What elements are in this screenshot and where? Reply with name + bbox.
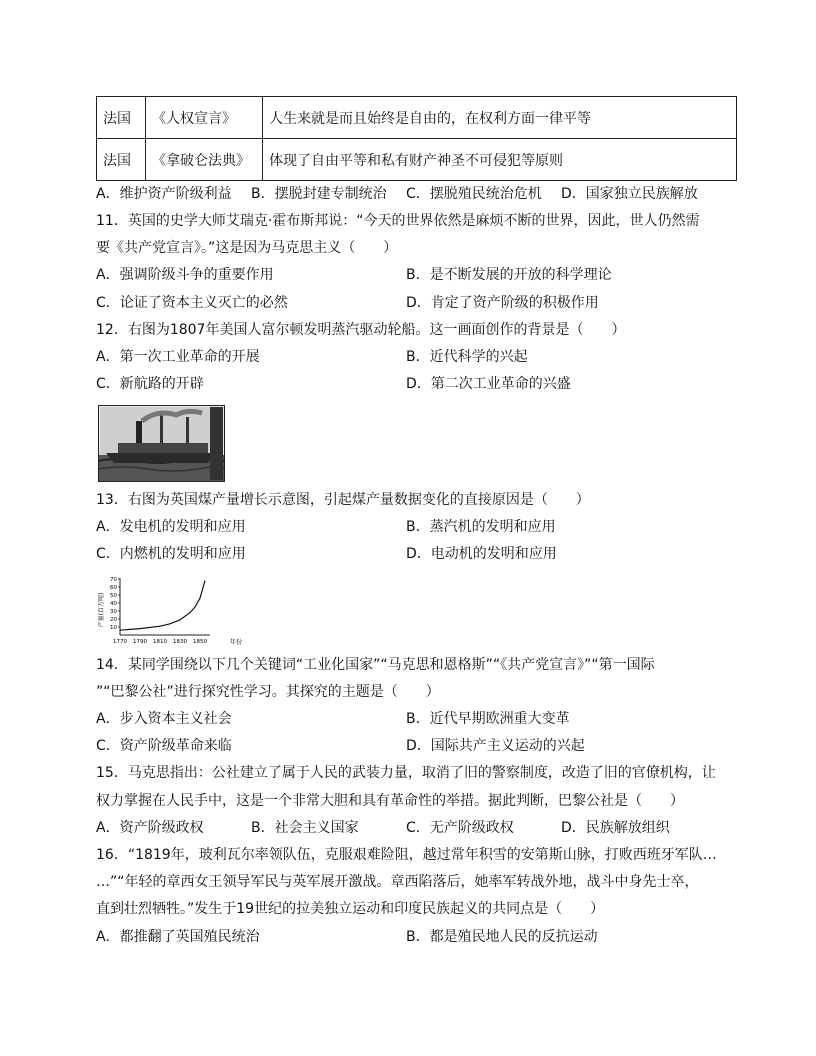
q13-option-c: C．内燃机的发明和应用 [96, 546, 246, 562]
content-cell: 人生来就是而且始终是自由的，在权利方面一律平等 [263, 97, 737, 139]
q12-option-d: D．第二次工业革命的兴盛 [406, 376, 571, 392]
q16-stem-line1: 16．“1819年，玻利瓦尔率领队伍，克服艰难险阻，越过常年积雪的安第斯山脉，打败西班牙军队… [96, 847, 717, 863]
y-tick-label: 70 [110, 577, 117, 583]
coal-output-chart [98, 574, 268, 646]
y-tick-label: 40 [110, 601, 117, 607]
document-cell: 《人权宣言》 [146, 97, 263, 139]
q12-option-c: C．新航路的开辟 [96, 376, 204, 392]
q15-stem-line2: 权力掌握在人民手中，这是一个非常大胆和具有革命性的举措。据此判断，巴黎公社是（ ） [96, 793, 684, 809]
q14-stem-line2: ”“巴黎公社”进行探究性学习。其探究的主题是（ ） [96, 684, 440, 700]
q12-option-a: A．第一次工业革命的开展 [96, 349, 260, 365]
x-tick-label: 1810 [153, 639, 167, 645]
y-tick-label: 60 [110, 585, 117, 591]
x-tick-label: 1830 [173, 639, 187, 645]
q10-option-c: C．摆脱殖民统治危机 [406, 186, 542, 202]
y-tick-label: 30 [110, 609, 117, 615]
document-table [96, 96, 737, 181]
q12-option-b: B．近代科学的兴起 [406, 349, 528, 365]
q13-option-b: B．蒸汽机的发明和应用 [406, 519, 556, 535]
y-tick-label: 10 [110, 625, 117, 631]
q15-option-c: C．无产阶级政权 [406, 820, 514, 836]
country-cell: 法国 [97, 139, 146, 181]
q12-stem: 12．右图为1807年美国人富尔顿发明蒸汽驱动轮船。这一画面创作的背景是（ ） [96, 322, 626, 338]
x-tick-label: 1770 [113, 639, 127, 645]
q11-option-c: C．论证了资本主义灭亡的必然 [96, 295, 288, 311]
q16-stem-line2: …”“年轻的章西女王领导军民与英军展开激战。章西陷落后，她率军转战外地，战斗中身先士卒， [96, 874, 699, 890]
q14-stem-line1: 14．某同学围绕以下几个关键词“工业化国家”“马克思和恩格斯”“《共产党宣言》”“第一国际 [96, 657, 655, 673]
x-tick-label: 1850 [193, 639, 207, 645]
content-cell: 体现了自由平等和私有财产神圣不可侵犯等原则 [263, 139, 737, 181]
q10-option-b: B．摆脱封建专制统治 [251, 186, 387, 202]
y-tick-label: 20 [110, 617, 117, 623]
q11-stem-line1: 11．英国的史学大师艾瑞克·霍布斯邦说：“今天的世界依然是麻烦不断的世界，因此，世人仍然需 [96, 213, 700, 229]
q13-option-a: A．发电机的发明和应用 [96, 519, 246, 535]
q14-option-a: A．步入资本主义社会 [96, 711, 232, 727]
q10-option-d: D．国家独立民族解放 [561, 186, 698, 202]
q10-option-a: A．维护资产阶级利益 [96, 186, 232, 202]
x-tick-label: 1790 [133, 639, 147, 645]
q11-option-a: A．强调阶级斗争的重要作用 [96, 267, 274, 283]
q15-option-b: B．社会主义国家 [251, 820, 359, 836]
q16-stem-line3: 直到壮烈牺牲。”发生于19世纪的拉美独立运动和印度民族起义的共同点是（ ） [96, 901, 605, 917]
q13-stem: 13．右图为英国煤产量增长示意图，引起煤产量数据变化的直接原因是（ ） [96, 492, 590, 508]
table-row [97, 97, 737, 139]
q15-option-a: A．资产阶级政权 [96, 820, 204, 836]
q14-option-d: D．国际共产主义运动的兴起 [406, 738, 585, 754]
q14-option-b: B．近代早期欧洲重大变革 [406, 711, 570, 727]
q11-stem-line2: 要《共产党宣言》。”这是因为马克思主义（ ） [96, 240, 398, 256]
x-axis-label: 年份 [229, 639, 243, 646]
series-line [120, 581, 205, 631]
y-axis-label: 产量(百万吨) [98, 592, 105, 628]
document-cell: 《拿破仑法典》 [146, 139, 263, 181]
table-row [97, 139, 737, 181]
q16-option-b: B．都是殖民地人民的反抗运动 [406, 929, 598, 945]
y-tick-label: 50 [110, 593, 117, 599]
steamboat-picture [98, 405, 225, 482]
q11-option-d: D．肯定了资产阶级的积极作用 [406, 295, 599, 311]
q11-option-b: B．是不断发展的开放的科学理论 [406, 267, 612, 283]
q15-stem-line1: 15．马克思指出：公社建立了属于人民的武装力量，取消了旧的警察制度，改造了旧的官僚机构，让 [96, 765, 716, 781]
q16-option-a: A．都推翻了英国殖民统治 [96, 929, 260, 945]
q13-option-d: D．电动机的发明和应用 [406, 546, 557, 562]
q14-option-c: C．资产阶级革命来临 [96, 738, 232, 754]
country-cell: 法国 [97, 97, 146, 139]
q15-option-d: D．民族解放组织 [561, 820, 670, 836]
